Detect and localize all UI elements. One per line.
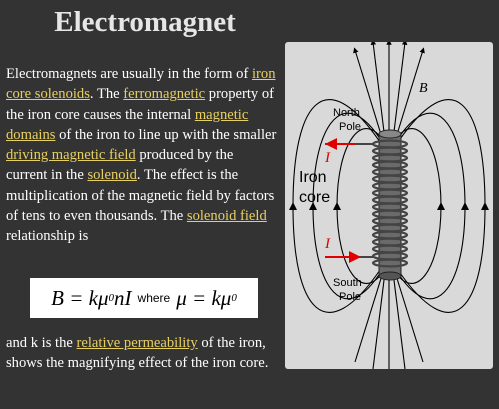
formula-sub-2: 0 (231, 292, 237, 304)
link-solenoid-field[interactable]: solenoid field (186, 208, 267, 225)
outro-paragraph (6, 333, 278, 374)
iron-core-bottom (379, 272, 401, 280)
formula-box (30, 278, 258, 318)
link-ferromagnetic[interactable]: ferromagnetic (123, 86, 206, 103)
arrow-right-mid (461, 202, 469, 210)
field-line-top-1 (373, 42, 385, 140)
label-north-pole: Pole (339, 121, 362, 133)
label-north: North (333, 107, 360, 119)
intro-text-1: Electromagnets are usually in the form of (6, 66, 252, 82)
formula-lhs: B = kμ (51, 285, 109, 310)
label-south-pole: Pole (339, 291, 362, 303)
page-title: Electromagnet (54, 6, 236, 38)
formula-mu: μ = kμ (176, 285, 232, 310)
outro-text-2: of the iron, shows the magnifying effect of the iron core. (6, 335, 269, 372)
link-iron-core-solenoids[interactable]: iron core solenoids (6, 66, 276, 103)
link-solenoid[interactable]: solenoid (87, 167, 137, 184)
formula-rhs: nI (114, 285, 132, 310)
label-iron: Iron (299, 169, 327, 186)
field-line-mid-left (313, 113, 382, 298)
link-magnetic-domains[interactable]: magnetic domains (6, 106, 249, 143)
link-relative-permeability[interactable]: relative permeability (76, 335, 198, 351)
arrow-left-inner (333, 202, 341, 210)
intro-text-4: of the iron to line up with the smaller (55, 126, 277, 143)
intro-text-2: . The (89, 86, 124, 103)
iron-core-top (379, 130, 401, 138)
electromagnet-diagram (285, 42, 493, 369)
link-driving-magnetic-field[interactable]: driving magnetic field (6, 147, 136, 164)
intro-text-7: relationship is (6, 228, 89, 245)
formula-where: where (137, 291, 171, 305)
arrow-left-outer (289, 202, 297, 210)
formula-sub-1: 0 (108, 292, 115, 304)
diagram-svg (285, 42, 493, 369)
arrow-right-inner (437, 202, 445, 210)
label-south: South (333, 277, 362, 289)
intro-text-5: produced by the current in the (6, 147, 234, 184)
arrow-right-outer (481, 202, 489, 210)
intro-paragraph (6, 64, 278, 247)
intro-text-6: . The effect is the multiplication of the magnetic field by factors of tens to even thousands. The (6, 167, 275, 225)
outro-text-1: and k is the (6, 335, 77, 351)
field-line-top-3 (393, 42, 405, 140)
label-i-top: I (325, 150, 330, 166)
label-core: core (299, 189, 331, 206)
label-b: B (419, 81, 428, 96)
intro-text-3: property of the iron core causes the internal (6, 86, 275, 123)
label-i-bottom: I (325, 236, 330, 252)
